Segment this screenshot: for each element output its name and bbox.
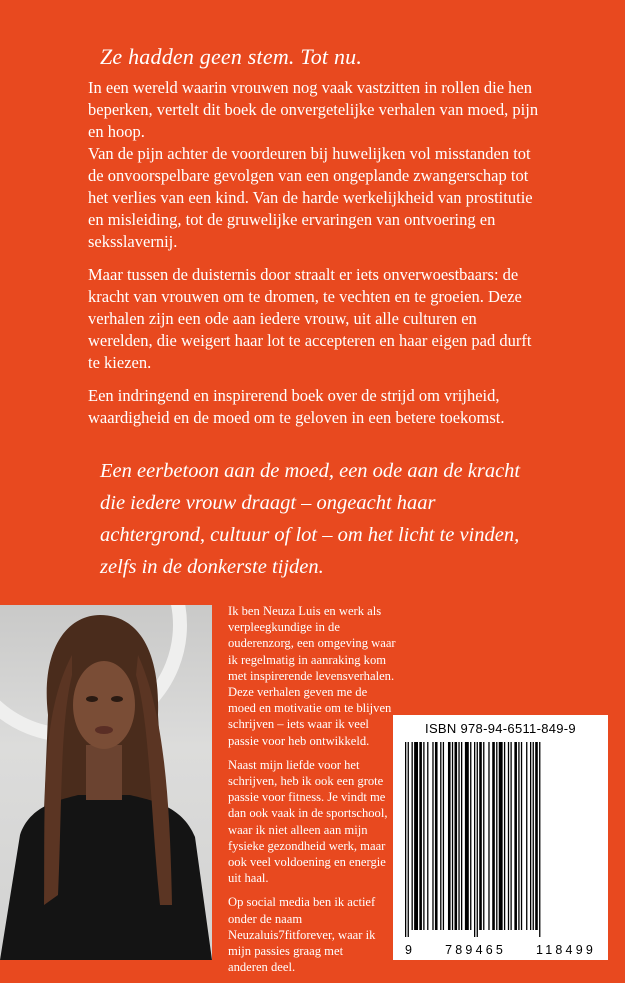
barcode-bar xyxy=(440,742,441,930)
barcode-bar xyxy=(521,742,522,930)
barcode-bar xyxy=(530,742,531,930)
bio-paragraph-2: Naast mijn liefde voor het schrijven, heb ik ook een grote passie voor fitness. Je vindt me dan ook vaak in de sportschool, waar ik niet alleen aan mijn fysieke gezondheid werk, maar ook veel voldoening en energie uit haal. xyxy=(228,757,388,886)
barcode-bar xyxy=(405,742,406,937)
barcode-bar xyxy=(452,742,453,930)
barcode-bar xyxy=(535,742,538,930)
barcode-bar xyxy=(499,742,503,930)
barcode-bars xyxy=(405,742,596,937)
isbn-label: ISBN 978-94-6511-849-9 xyxy=(425,721,576,736)
blurb-paragraph-3: Een indringend en inspirerend boek over de strijd om vrijheid, waardigheid en de moed om te geloven in een betere toekomst. xyxy=(88,386,505,427)
barcode-bar xyxy=(465,742,469,930)
barcode-bar xyxy=(539,742,540,937)
barcode-bar xyxy=(492,742,495,930)
barcode-bar xyxy=(526,742,527,930)
barcode-bar xyxy=(448,742,451,930)
barcode-bar xyxy=(423,742,424,930)
barcode-bar xyxy=(432,742,433,930)
barcode-bar xyxy=(443,742,444,930)
barcode-bar xyxy=(479,742,482,930)
barcode-bar xyxy=(470,742,471,930)
barcode-bar xyxy=(427,742,428,930)
bio-paragraph-3: Op social media ben ik actief onder de naam Neuzaluis7fitforever, waar ik mijn passies graag met anderen deel. xyxy=(228,895,376,975)
barcode-bar xyxy=(408,742,409,937)
barcode-bar xyxy=(458,742,459,930)
bio-paragraph-1: Ik ben Neuza Luis en werk als verpleegkundige in de ouderenzorg, een omgeving waar ik regelmatig in aanraking kom met inspirerende levensverhalen. Deze verhalen geven me de moed en motivatie om te blijven schrijven – iets waar ik veel passie voor heb ontwikkeld. xyxy=(228,604,396,748)
tagline: Ze hadden geen stem. Tot nu. xyxy=(100,44,363,69)
barcode-bar xyxy=(533,742,534,930)
barcode-bar xyxy=(474,742,475,937)
blurb-paragraph-2: Maar tussen de duisternis door straalt er iets onverwoestbaars: de kracht van vrouwen om te dromen, te vechten en te groeien. Deze verhalen zijn een ode aan iedere vrouw, uit alle culturen en werelden, die weigert haar lot te accepteren en haar eigen pad durft te kiezen. xyxy=(88,265,532,372)
back-cover-blurb xyxy=(88,77,540,440)
barcode-bar xyxy=(504,742,505,930)
barcode-bar xyxy=(508,742,509,930)
barcode-bar xyxy=(412,742,413,930)
author-bio xyxy=(228,603,398,983)
barcode-bar xyxy=(435,742,438,930)
barcode-digit-left: 789465 xyxy=(445,943,507,957)
barcode-bar xyxy=(477,742,478,937)
barcode-bar xyxy=(414,742,418,930)
author-photo xyxy=(0,605,212,960)
barcode-digit-right: 118499 xyxy=(536,943,596,957)
barcode-digit-first: 9 xyxy=(405,943,416,957)
isbn-barcode xyxy=(393,715,608,960)
barcode-bar xyxy=(419,742,422,930)
barcode-bar xyxy=(488,742,489,930)
barcode-bar xyxy=(518,742,519,930)
pull-quote: Een eerbetoon aan de moed, een ode aan de kracht die iedere vrouw draagt – ongeacht haar achtergrond, cultuur of lot – om het licht te vinden, zelfs in de donkerste tijden. xyxy=(100,460,521,578)
barcode-bar xyxy=(454,742,457,930)
barcode-bar xyxy=(510,742,511,930)
barcode-bar xyxy=(461,742,462,930)
barcode-bar xyxy=(496,742,497,930)
blurb-paragraph-1: In een wereld waarin vrouwen nog vaak vastzitten in rollen die hen beperken, vertelt dit boek de onvergetelijke verhalen van moed, pijn en hoop. Van de pijn achter de voordeuren bij huwelijken vol misstanden tot de onvoorspelbare gevolgen van een ongeplande zwangerschap tot het verlies van een kind. Van de harde werkelijkheid van prostitutie en misleiding, tot de gruwelijke ervaringen van ontvoering en seksslavernij. xyxy=(88,78,539,251)
barcode-digits xyxy=(405,943,596,957)
barcode-bar xyxy=(514,742,517,930)
barcode-bar xyxy=(483,742,484,930)
